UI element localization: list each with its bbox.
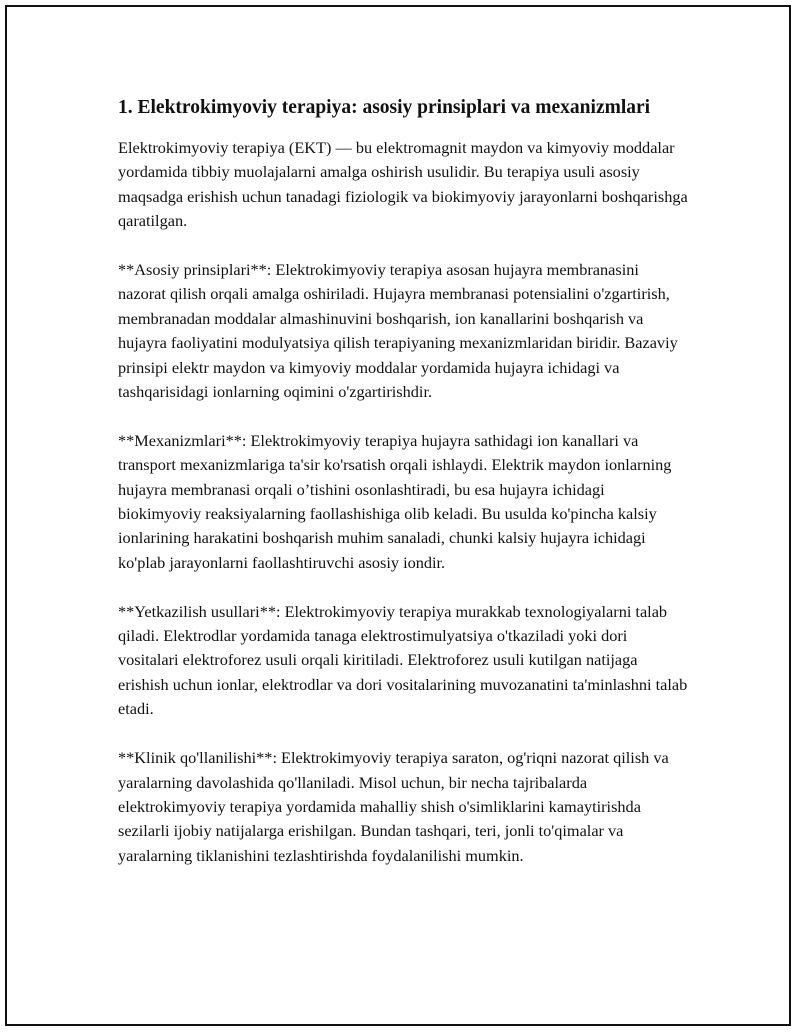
paragraph-principles: **Asosiy prinsiplari**: Elektrokimyoviy terapiya asosan hujayra membranasini nazorat qilish orqali amalga oshiriladi. Hujayra membranasi potensialini o'zgartirish, membranadan moddalar almashinuvini boshqarish, ion kanallarini boshqarish va hujayra faoliyatini modulyatsiya qilish terapiyaning mexanizmlaridan biridir. Bazaviy prinsipi elektr maydon va kimyoviy moddalar yordamida hujayra ichidagi va tashqarisidagi ionlarning oqimini o'zgartirishdir. xyxy=(118,260,678,402)
paragraph-delivery-methods: **Yetkazilish usullari**: Elektrokimyoviy terapiya murakkab texnologiyalarni talab qiladi. Elektrodlar yordamida tanaga elektrostimulyatsiya o'tkaziladi yoki dori vositalari elektroforez usuli orqali kiritiladi. Elektroforez usuli kutilgan natijaga erishish uchun ionlar, elektrodlar va dori vositalarining muvozanatini ta'minlashni talab etadi. xyxy=(118,601,688,719)
document-body xyxy=(118,94,688,893)
paragraph-intro: Elektrokimyoviy terapiya (EKT) — bu elektromagnit maydon va kimyoviy moddalar yordamida tibbiy muolajalarni amalga oshirish usulidir. Bu terapiya usuli asosiy maqsadga erishish uchun tanadagi fiziologik va biokimyoviy jarayonlarni boshqarishga qaratilgan. xyxy=(118,138,688,231)
section-title: 1. Elektrokimyoviy terapiya: asosiy prinsiplari va mexanizmlari xyxy=(118,97,651,118)
paragraph-mechanisms: **Mexanizmlari**: Elektrokimyoviy terapiya hujayra sathidagi ion kanallari va transport mexanizmlariga ta'sir ko'rsatish orqali ishlaydi. Elektrik maydon ionlarning hujayra membranasi orqali o’tishini osonlashtiradi, bu esa hujayra ichidagi biokimyoviy reaksiyalarning faollashishiga olib keladi. Bu usulda ko'pincha kalsiy ionlarining harakatini boshqarish muhim sanaladi, chunki kalsiy hujayra ichidagi ko'plab jarayonlarni faollashtiruvchi asosiy iondir. xyxy=(118,430,672,572)
paragraph-clinical-use: **Klinik qo'llanilishi**: Elektrokimyoviy terapiya saraton, og'riqni nazorat qilish va yaralarning davolashida qo'llaniladi. Misol uchun, bir necha tajribalarda elektrokimyoviy terapiya yordamida mahalliy shish o'simliklarini kamaytirishda sezilarli ijobiy natijalarga erishilgan. Bundan tashqari, teri, jonli to'qimalar va yaralarning tiklanishini tezlashtirishda foydalanilishi mumkin. xyxy=(118,748,669,865)
